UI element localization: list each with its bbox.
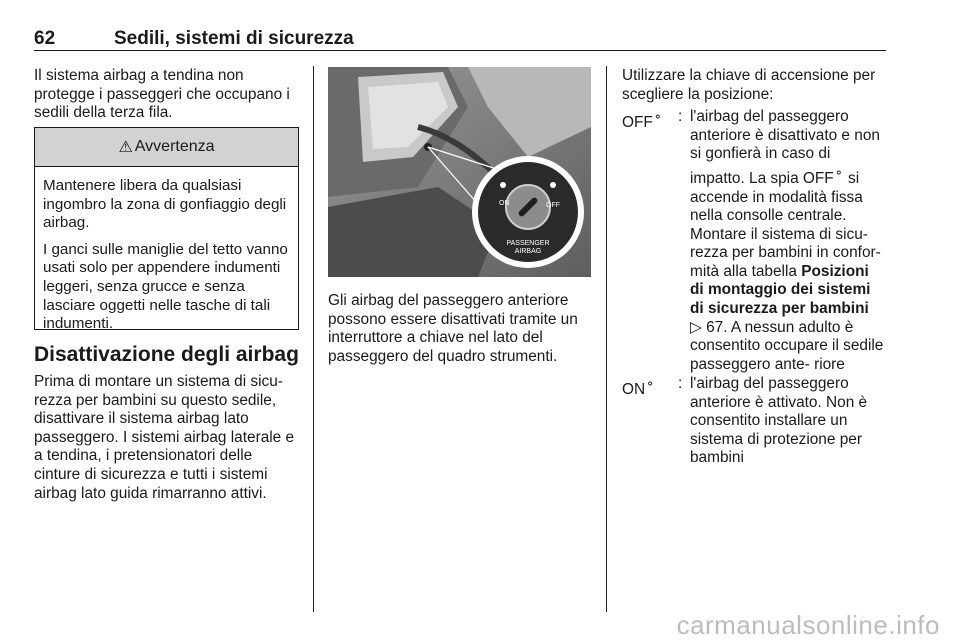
column-divider <box>313 66 314 612</box>
switch-off-label: OFF <box>546 202 560 209</box>
definition-off-text: l'airbag del passeggero anteriore è disattivato e non si gonfierà in caso di impatto. La spia OFF⚬ si accende in modalità fissa nella consolle centrale. Montare il sistema di sicu- rezza per bambini in confor- mità alla tabella Posizioni di montaggio dei sistemi di sicurezza per bambini ▷ 67. A nessun adulto è consentito occupare il sedile passeggero ante- riore <box>690 108 884 373</box>
warning-paragraph: Mantenere libera da qualsiasi ingombro la zona di gonfiaggio degli airbag. <box>43 177 287 232</box>
term-colon: : <box>678 108 683 125</box>
column-divider <box>606 66 607 612</box>
section-body-text: Prima di montare un sistema di sicu- rezza per bambini su questo sedile, disattivare il sistema airbag lato passeggero. I sistemi airbag laterale e a tendina, i pretensionatori delle cinture di sicurezza e tutti i sistemi airbag lato guida rimarranno attivi. <box>34 373 295 502</box>
table-reference: Posizioni di montaggio dei sistemi di sicurezza per bambini <box>690 262 871 318</box>
switch-caption-passenger: PASSENGER <box>506 240 550 247</box>
warning-header <box>35 128 298 167</box>
airbag-switch-photo <box>328 67 591 277</box>
page-number: 62 <box>34 28 56 49</box>
page-title: Sedili, sistemi di sicurezza <box>114 28 354 49</box>
col3-intro <box>622 67 888 104</box>
intro-paragraph <box>34 67 299 123</box>
col3-intro-text: Utilizzare la chiave di accensione per scegliere la posizione: <box>622 67 876 103</box>
term-off: OFF⚬ <box>622 110 663 132</box>
watermark: carmanualsonline.info <box>676 610 940 640</box>
column2-text: Gli airbag del passeggero anteriore possono essere disattivati tramite un interruttore a chiave nel lato del passeggero del quadro strumenti. <box>328 292 578 365</box>
definition-on-text: l'airbag del passeggero anteriore è attivato. Non è consentito installare un sistema di protezione per bambini <box>690 375 868 467</box>
airbag-off-icon: ⚬ <box>652 110 663 124</box>
intro-text: Il sistema airbag a tendina non protegge i passeggeri che occupano i sedili della terza fila. <box>34 67 290 122</box>
page-header <box>34 28 886 51</box>
warning-title: Avvertenza <box>134 138 215 155</box>
section-heading: Disattivazione degli airbag <box>34 343 299 366</box>
warning-paragraph: I ganci sulle maniglie del tetto vanno usati solo per appendere indumenti leggeri, senza grucce e senza lasciare oggetti nelle tasche di tali indumenti. <box>43 240 288 333</box>
photo-caption-text <box>328 292 593 366</box>
warning-body <box>35 167 298 334</box>
section-body <box>34 373 299 503</box>
warning-box <box>34 127 299 333</box>
airbag-switch-illustration <box>328 67 591 277</box>
airbag-off-icon: ⚬ <box>833 165 844 180</box>
term-on: ON⚬ <box>622 377 656 399</box>
warning-triangle-icon: ⚠ <box>118 139 133 156</box>
switch-caption-airbag: AIRBAG <box>514 248 542 255</box>
airbag-on-icon: ⚬ <box>645 377 656 391</box>
term-colon: : <box>678 375 683 392</box>
switch-on-label: ON <box>499 200 510 207</box>
